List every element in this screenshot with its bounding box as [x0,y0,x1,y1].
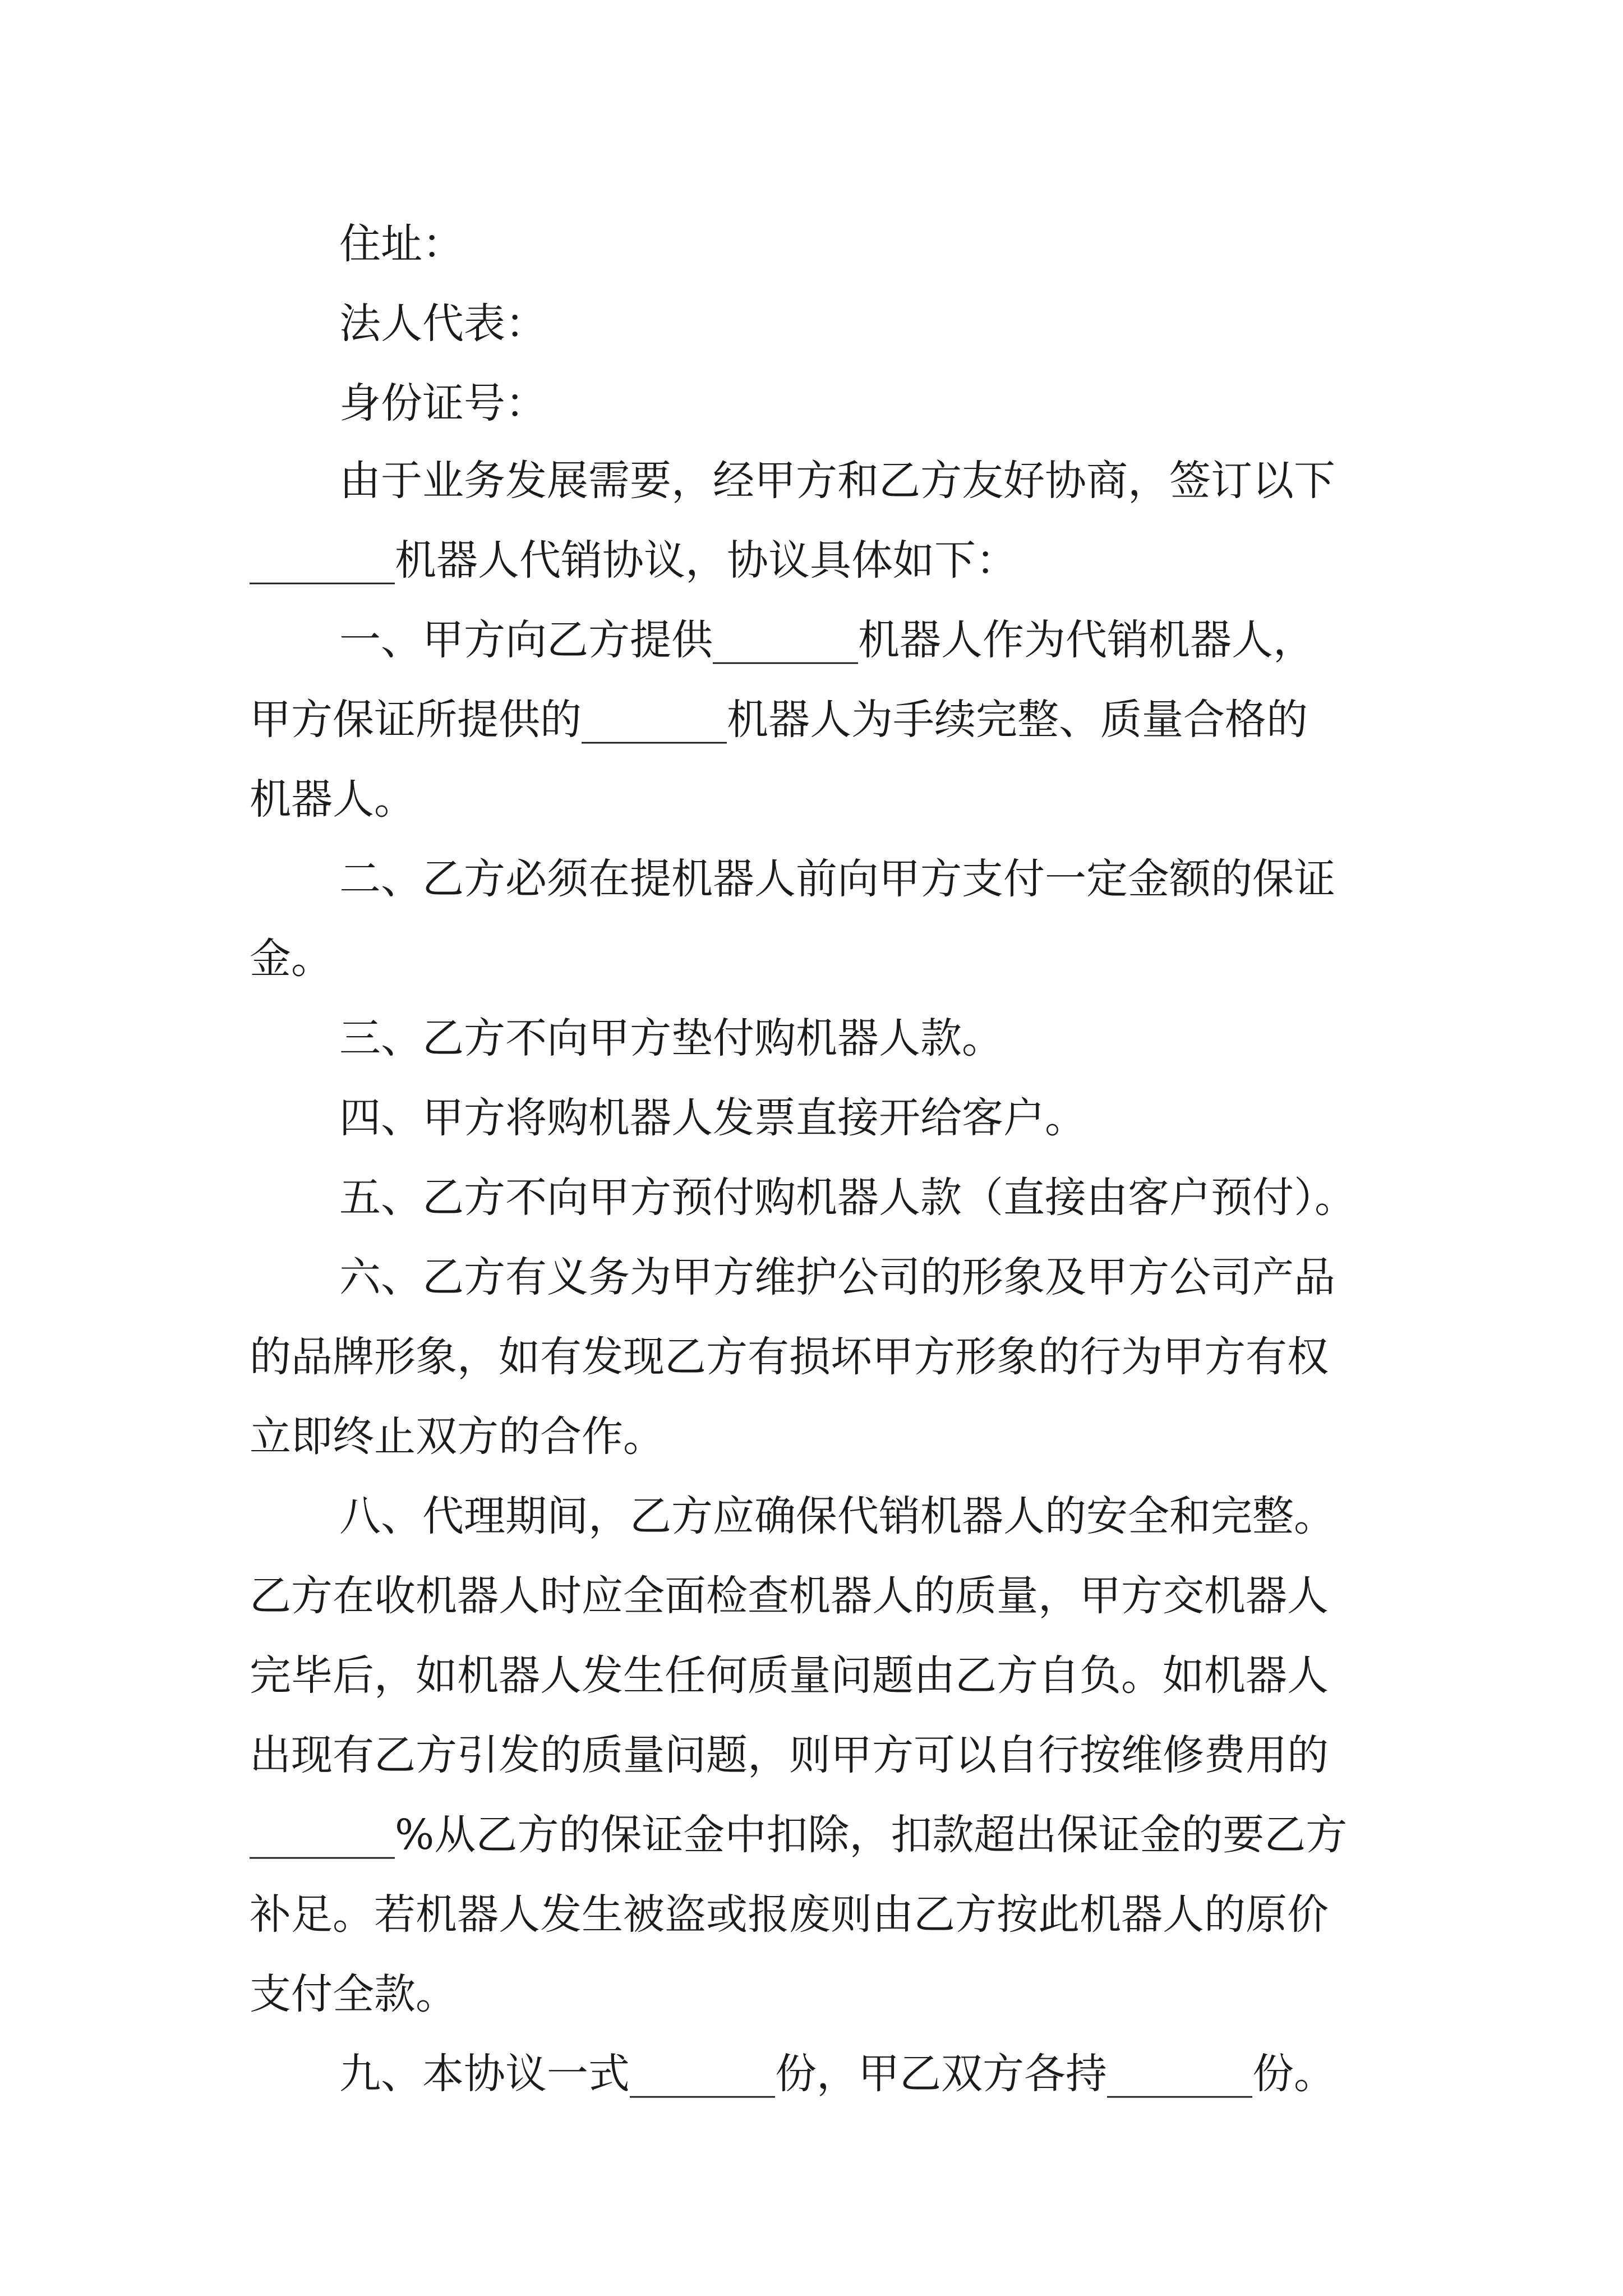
clause-8-line-7: 支付全款。 [250,1970,457,2018]
clause-2-line-2: 金。 [250,935,333,983]
clause-8-line-3: 完毕后，如机器人发生任何质量问题由乙方自负。如机器人 [250,1651,1329,1700]
preamble-line-2: _______机器人代销协议，协议具体如下： [250,536,1017,585]
id-number-label: 身份证号： [339,379,547,427]
clause-4: 四、甲方将购机器人发票直接开给客户。 [339,1094,1086,1142]
clause-8-line-2: 乙方在收机器人时应全面检查机器人的质量，甲方交机器人 [250,1572,1329,1620]
clause-3: 三、乙方不向甲方垫付购机器人款。 [339,1014,1003,1062]
clause-8-line-6: 补足。若机器人发生被盗或报废则由乙方按此机器人的原价 [250,1890,1329,1939]
clause-8-line-4: 出现有乙方引发的质量问题，则甲方可以自行按维修费用的 [250,1731,1329,1779]
clause-1-line-2: 甲方保证所提供的_______机器人为手续完整、质量合格的 [250,696,1308,744]
clause-9: 九、本协议一式_______份，甲乙双方各持_______份。 [339,2050,1335,2098]
legal-representative-label: 法人代表： [339,300,547,348]
clause-8-line-1: 八、代理期间，乙方应确保代销机器人的安全和完整。 [339,1492,1335,1540]
clause-1-line-3: 机器人。 [250,775,416,823]
clause-6-line-1: 六、乙方有义务为甲方维护公司的形象及甲方公司产品 [339,1253,1335,1301]
preamble-line-1: 由于业务发展需要，经甲方和乙方友好协商，签订以下 [339,457,1335,505]
clause-8-line-5: _______%从乙方的保证金中扣除，扣款超出保证金的要乙方 [250,1811,1348,1859]
clause-5: 五、乙方不向甲方预付购机器人款（直接由客户预付）。 [339,1174,1356,1222]
clause-1-line-1: 一、甲方向乙方提供_______机器人作为代销机器人， [339,616,1315,664]
clause-2-line-1: 二、乙方必须在提机器人前向甲方支付一定金额的保证 [339,855,1335,903]
clause-6-line-2: 的品牌形象，如有发现乙方有损坏甲方形象的行为甲方有权 [250,1333,1329,1381]
address-label: 住址： [339,220,464,268]
clause-6-line-3: 立即终止双方的合作。 [250,1412,665,1461]
